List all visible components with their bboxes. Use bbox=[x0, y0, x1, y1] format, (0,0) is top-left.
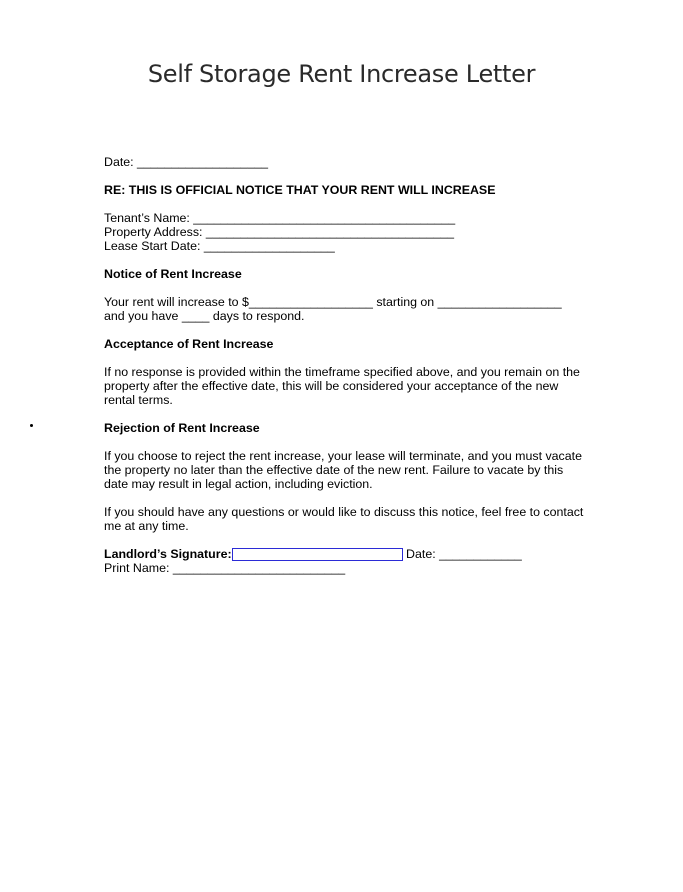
property-address-line: Property Address: ____________________________________ bbox=[104, 225, 455, 239]
tenant-name-line: Tenant’s Name: ______________________________________ bbox=[104, 211, 456, 225]
stray-dot-mark bbox=[30, 424, 33, 427]
notice-heading: Notice of Rent Increase bbox=[104, 267, 242, 281]
rejection-heading: Rejection of Rent Increase bbox=[104, 421, 260, 435]
notice-line-1: Your rent will increase to $__________________ starting on __________________ bbox=[104, 295, 562, 309]
letter-body bbox=[104, 155, 584, 575]
signature-label: Landlord’s Signature: bbox=[104, 547, 232, 561]
acceptance-text: If no response is provided within the timeframe specified above, and you remain on the property after the effective date, this will be considered your acceptance of the new rental terms. bbox=[104, 365, 580, 407]
rejection-text: If you choose to reject the rent increase, your lease will terminate, and you must vacate the property no later than the effective date of the new rent. Failure to vacate by this date may result in legal action, including eviction. bbox=[104, 449, 582, 491]
signature-date-label: Date: ____________ bbox=[402, 547, 522, 561]
date-line: Date: ___________________ bbox=[104, 155, 268, 169]
notice-line-2: and you have ____ days to respond. bbox=[104, 309, 305, 323]
lease-start-line: Lease Start Date: ___________________ bbox=[104, 239, 335, 253]
signature-row bbox=[104, 547, 584, 561]
re-line: RE: THIS IS OFFICIAL NOTICE THAT YOUR RENT WILL INCREASE bbox=[104, 183, 496, 197]
acceptance-heading: Acceptance of Rent Increase bbox=[104, 337, 274, 351]
signature-input-field[interactable] bbox=[232, 548, 403, 561]
questions-text: If you should have any questions or would like to discuss this notice, feel free to contact me at any time. bbox=[104, 505, 584, 533]
document-title: Self Storage Rent Increase Letter bbox=[147, 60, 536, 88]
print-name-line: Print Name: _________________________ bbox=[104, 561, 346, 575]
